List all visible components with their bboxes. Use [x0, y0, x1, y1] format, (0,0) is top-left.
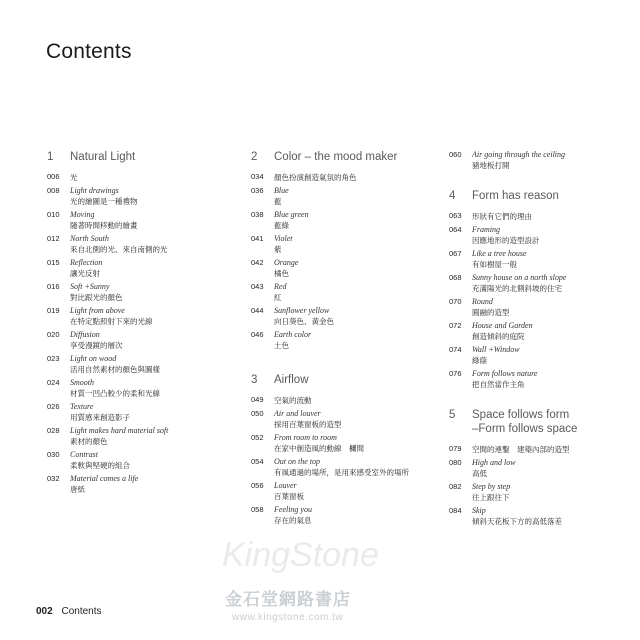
toc-section — [449, 150, 639, 171]
entry-page-number: 067 — [449, 249, 462, 258]
entry-english-title: Texture — [70, 402, 94, 411]
entry-english-title: Light from above — [70, 306, 125, 315]
toc-entry[interactable] — [449, 249, 639, 270]
entry-page-number: 058 — [251, 505, 264, 514]
toc-entry[interactable] — [251, 481, 441, 502]
toc-entry[interactable] — [47, 172, 232, 183]
entry-page-number: 023 — [47, 354, 60, 363]
entry-text — [472, 225, 540, 246]
entry-chinese-title: 充滿陽光的北側斜坡的住宅 — [472, 284, 562, 293]
entry-page-number: 012 — [47, 234, 60, 243]
entry-chinese-title: 在特定點照射下來的光線 — [70, 317, 153, 326]
entry-text — [472, 249, 527, 270]
entry-page-number: 020 — [47, 330, 60, 339]
footer-page-number: 002 — [36, 606, 53, 617]
entry-english-title: From room to room — [274, 433, 337, 442]
entry-page-number: 044 — [251, 306, 264, 315]
entry-page-number: 036 — [251, 186, 264, 195]
entry-page-number: 028 — [47, 426, 60, 435]
entry-text — [274, 395, 312, 406]
toc-entry[interactable] — [47, 234, 232, 255]
page-footer — [36, 606, 102, 617]
toc-entry[interactable] — [251, 210, 441, 231]
toc-entry[interactable] — [251, 282, 441, 303]
entry-page-number: 079 — [449, 444, 462, 453]
entry-page-number: 064 — [449, 225, 462, 234]
entry-chinese-title: 往上跟往下 — [472, 493, 510, 502]
entry-chinese-title: 圓融的造型 — [472, 308, 510, 317]
entry-page-number: 030 — [47, 450, 60, 459]
section-title: Space follows form –Form follows space — [472, 409, 578, 435]
entry-chinese-title: 土色 — [274, 341, 289, 350]
entry-chinese-title: 享受漫鏡的層次 — [70, 341, 123, 350]
entry-english-title: Light on wood — [70, 354, 117, 363]
toc-entry[interactable] — [251, 172, 441, 183]
entry-page-number: 060 — [449, 150, 462, 159]
entry-chinese-title: 高低 — [472, 469, 487, 478]
entry-page-number: 082 — [449, 482, 462, 491]
entry-english-title: Diffusion — [70, 330, 100, 339]
entry-english-title: Skip — [472, 506, 486, 515]
section-number: 2 — [251, 151, 258, 163]
toc-column-3 — [449, 150, 639, 541]
section-title: Airflow — [274, 374, 309, 386]
entry-chinese-title: 因應地形的造型設計 — [472, 236, 540, 245]
entry-text — [274, 457, 409, 478]
entry-chinese-title: 隨著時間移動的繪畫 — [70, 221, 138, 230]
entry-english-title: Smooth — [70, 378, 94, 387]
entry-chinese-title: 柔軟與堅硬的組合 — [70, 461, 130, 470]
entry-chinese-title: 光的繪圖是一種禮物 — [70, 197, 138, 206]
entry-english-title: High and low — [472, 458, 516, 467]
toc-entry[interactable] — [251, 433, 441, 454]
entry-english-title: North South — [70, 234, 109, 243]
toc-entry[interactable] — [251, 395, 441, 406]
toc-entry[interactable] — [47, 426, 232, 447]
entry-chinese-title: 豬地板打開 — [472, 161, 510, 170]
entry-page-number: 043 — [251, 282, 264, 291]
toc-entry[interactable] — [449, 321, 639, 342]
toc-entry[interactable] — [449, 225, 639, 246]
entry-text — [274, 186, 289, 207]
watermark-url: www.kingstone.com.tw — [232, 612, 344, 623]
toc-entry[interactable] — [47, 258, 232, 279]
entry-chinese-title: 有風通過的場所，是用來感受室外的場所 — [274, 468, 409, 477]
toc-entry[interactable] — [251, 258, 441, 279]
toc-entry[interactable] — [449, 482, 639, 503]
entry-chinese-title: 在家中創造風的動線 欄間 — [274, 444, 364, 453]
entry-text — [472, 211, 532, 222]
entry-chinese-title: 紫 — [274, 245, 282, 254]
entry-text — [472, 369, 537, 390]
entry-chinese-title: 存在的氣息 — [274, 516, 312, 525]
entry-page-number: 056 — [251, 481, 264, 490]
watermark-logo-text: KingStone — [222, 536, 379, 574]
entry-chinese-title: 素材的顏色 — [70, 437, 108, 446]
entry-chinese-title: 空間的連鑿 建築內部的造型 — [472, 445, 570, 454]
entry-chinese-title: 有如樹屋一般 — [472, 260, 517, 269]
entry-english-title: Like a tree house — [472, 249, 527, 258]
entry-page-number: 019 — [47, 306, 60, 315]
entry-text — [274, 258, 298, 279]
entry-english-title: Orange — [274, 258, 299, 267]
entry-english-title: Violet — [274, 234, 293, 243]
entry-text — [472, 458, 516, 479]
entry-chinese-title: 活用自然素材的顏色與圖樣 — [70, 365, 160, 374]
toc-column-1 — [47, 150, 232, 509]
toc-entry[interactable] — [251, 234, 441, 255]
section-title: Natural Light — [70, 151, 136, 163]
entry-english-title: Reflection — [70, 258, 103, 267]
entry-page-number: 074 — [449, 345, 462, 354]
section-number: 5 — [449, 409, 456, 421]
entry-page-number: 008 — [47, 186, 60, 195]
entry-english-title: Framing — [472, 225, 500, 234]
entry-chinese-title: 顏色扮演創造氣氛的角色 — [274, 173, 357, 182]
toc-entry[interactable] — [251, 306, 441, 327]
toc-entry[interactable] — [251, 409, 441, 430]
toc-section — [449, 408, 639, 527]
entry-text — [70, 450, 130, 471]
entry-text — [274, 282, 286, 303]
entry-page-number: 072 — [449, 321, 462, 330]
entry-text — [70, 402, 130, 423]
entry-english-title: Sunflower yellow — [274, 306, 330, 315]
toc-entry[interactable] — [449, 273, 639, 294]
entry-chinese-title: 傾斜天花板下方的高低落差 — [472, 517, 562, 526]
entry-english-title: Step by step — [472, 482, 511, 491]
toc-entry[interactable] — [47, 330, 232, 351]
entry-page-number: 032 — [47, 474, 60, 483]
toc-entry[interactable] — [47, 378, 232, 399]
entry-text — [70, 306, 153, 327]
entry-english-title: Blue — [274, 186, 289, 195]
toc-entry[interactable] — [47, 402, 232, 423]
entry-english-title: Soft +Sunny — [70, 282, 110, 291]
entry-text — [70, 234, 168, 255]
entry-page-number: 049 — [251, 395, 264, 404]
toc-section — [251, 373, 441, 526]
entry-chinese-title: 形狀有它們的理由 — [472, 212, 532, 221]
entry-english-title: Contrast — [70, 450, 99, 459]
entry-text — [472, 506, 562, 527]
entry-english-title: Air and louver — [274, 409, 321, 418]
entry-text — [274, 433, 364, 454]
entry-text — [274, 330, 311, 351]
entry-chinese-title: 綠蔭 — [472, 356, 487, 365]
footer-label: Contents — [61, 606, 102, 617]
entry-english-title: Louver — [274, 481, 297, 490]
entry-chinese-title: 讓光反射 — [70, 269, 100, 278]
entry-page-number: 052 — [251, 433, 264, 442]
entry-page-number: 080 — [449, 458, 462, 467]
toc-entry[interactable] — [449, 345, 639, 366]
entry-text — [274, 306, 334, 327]
entry-english-title: Round — [472, 297, 493, 306]
entry-page-number: 006 — [47, 172, 60, 181]
entry-text — [472, 321, 533, 342]
toc-entry[interactable] — [47, 474, 232, 495]
section-title: Color – the mood maker — [274, 151, 398, 163]
entry-chinese-title: 用質感來創造影子 — [70, 413, 130, 422]
entry-chinese-title: 材質一凹凸較少的柔和光線 — [70, 389, 160, 398]
entry-text — [70, 474, 138, 495]
section-heading — [251, 150, 441, 164]
entry-chinese-title: 空氣的流動 — [274, 396, 312, 405]
entry-english-title: Air going through the ceiling — [472, 150, 566, 159]
toc-column-2 — [251, 150, 441, 540]
entry-page-number: 034 — [251, 172, 264, 181]
entry-english-title: Moving — [70, 210, 95, 219]
entry-text — [274, 234, 293, 255]
toc-entry[interactable] — [449, 369, 639, 390]
entry-text — [472, 297, 510, 318]
entry-chinese-title: 光 — [70, 173, 78, 182]
toc-entry[interactable] — [47, 354, 232, 375]
entry-text — [70, 378, 160, 399]
entry-text — [472, 345, 520, 366]
entry-chinese-title: 來自北側的光、來自南側的光 — [70, 245, 168, 254]
entry-page-number: 024 — [47, 378, 60, 387]
entry-text — [472, 444, 570, 455]
entry-text — [472, 482, 510, 503]
entry-page-number: 015 — [47, 258, 60, 267]
toc-entry[interactable] — [47, 306, 232, 327]
entry-english-title: Out on the top — [274, 457, 320, 466]
entry-page-number: 046 — [251, 330, 264, 339]
entry-chinese-title: 藍綠 — [274, 221, 289, 230]
entry-text — [70, 172, 78, 183]
entry-text — [70, 258, 102, 279]
section-heading — [251, 373, 441, 387]
entry-text — [70, 354, 160, 375]
entry-chinese-title: 創造傾斜的庭院 — [472, 332, 525, 341]
entry-page-number: 068 — [449, 273, 462, 282]
section-number: 3 — [251, 374, 258, 386]
entry-page-number: 063 — [449, 211, 462, 220]
entry-english-title: Blue green — [274, 210, 309, 219]
entry-text — [274, 409, 342, 430]
entry-chinese-title: 百葉窗板 — [274, 492, 304, 501]
toc-entry[interactable] — [449, 506, 639, 527]
toc-section — [449, 189, 639, 390]
entry-page-number: 016 — [47, 282, 60, 291]
toc-entry[interactable] — [449, 211, 639, 222]
entry-english-title: Earth color — [274, 330, 312, 339]
entry-chinese-title: 對比跟光的顏色 — [70, 293, 123, 302]
entry-chinese-title: 橘色 — [274, 269, 289, 278]
toc-entry[interactable] — [251, 330, 441, 351]
entry-page-number: 026 — [47, 402, 60, 411]
entry-chinese-title: 把自然當作主角 — [472, 380, 525, 389]
entry-english-title: Light makes hard material soft — [70, 426, 169, 435]
entry-page-number: 070 — [449, 297, 462, 306]
entry-chinese-title: 藍 — [274, 197, 282, 206]
entry-text — [274, 481, 304, 502]
entry-page-number: 042 — [251, 258, 264, 267]
toc-entry[interactable] — [47, 450, 232, 471]
toc-section — [251, 150, 441, 351]
toc-entry[interactable] — [449, 297, 639, 318]
toc-entry[interactable] — [47, 210, 232, 231]
entry-english-title: Feeling you — [274, 505, 312, 514]
entry-page-number: 041 — [251, 234, 264, 243]
toc-entry[interactable] — [449, 444, 639, 455]
entry-english-title: Wall +Window — [472, 345, 520, 354]
entry-english-title: Light drawings — [70, 186, 119, 195]
toc-entry[interactable] — [251, 505, 441, 526]
toc-entry[interactable] — [251, 186, 441, 207]
page-title: Contents — [46, 40, 132, 63]
section-number: 1 — [47, 151, 54, 163]
entry-page-number: 054 — [251, 457, 264, 466]
entry-chinese-title: 紅 — [274, 293, 282, 302]
entry-english-title: Red — [274, 282, 287, 291]
toc-entry[interactable] — [251, 457, 441, 478]
entry-text — [472, 150, 565, 171]
toc-entry[interactable] — [449, 458, 639, 479]
entry-text — [472, 273, 566, 294]
toc-entry[interactable] — [449, 150, 639, 171]
watermark-store-name: 金石堂網路書店 — [225, 590, 351, 610]
entry-text — [274, 505, 312, 526]
entry-english-title: Sunny house on a north slope — [472, 273, 567, 282]
entry-english-title: House and Garden — [472, 321, 533, 330]
entry-english-title: Form follows nature — [472, 369, 538, 378]
entry-page-number: 050 — [251, 409, 264, 418]
entry-chinese-title: 採用百葉窗板的造型 — [274, 420, 342, 429]
toc-entry[interactable] — [47, 186, 232, 207]
entry-text — [274, 172, 357, 183]
entry-chinese-title: 向日葵色、黃金色 — [274, 317, 334, 326]
entry-text — [70, 426, 168, 447]
entry-page-number: 076 — [449, 369, 462, 378]
entry-chinese-title: 唐紙 — [70, 485, 85, 494]
section-heading — [449, 189, 639, 203]
toc-section — [47, 150, 232, 495]
section-number: 4 — [449, 190, 456, 202]
entry-text — [70, 282, 123, 303]
toc-entry[interactable] — [47, 282, 232, 303]
section-heading — [449, 408, 639, 436]
section-title: Form has reason — [472, 190, 559, 202]
entry-page-number: 084 — [449, 506, 462, 515]
entry-text — [70, 186, 138, 207]
entry-english-title: Material comes a life — [70, 474, 139, 483]
section-heading — [47, 150, 232, 164]
entry-text — [70, 210, 138, 231]
entry-page-number: 038 — [251, 210, 264, 219]
entry-text — [274, 210, 309, 231]
entry-page-number: 010 — [47, 210, 60, 219]
entry-text — [70, 330, 123, 351]
